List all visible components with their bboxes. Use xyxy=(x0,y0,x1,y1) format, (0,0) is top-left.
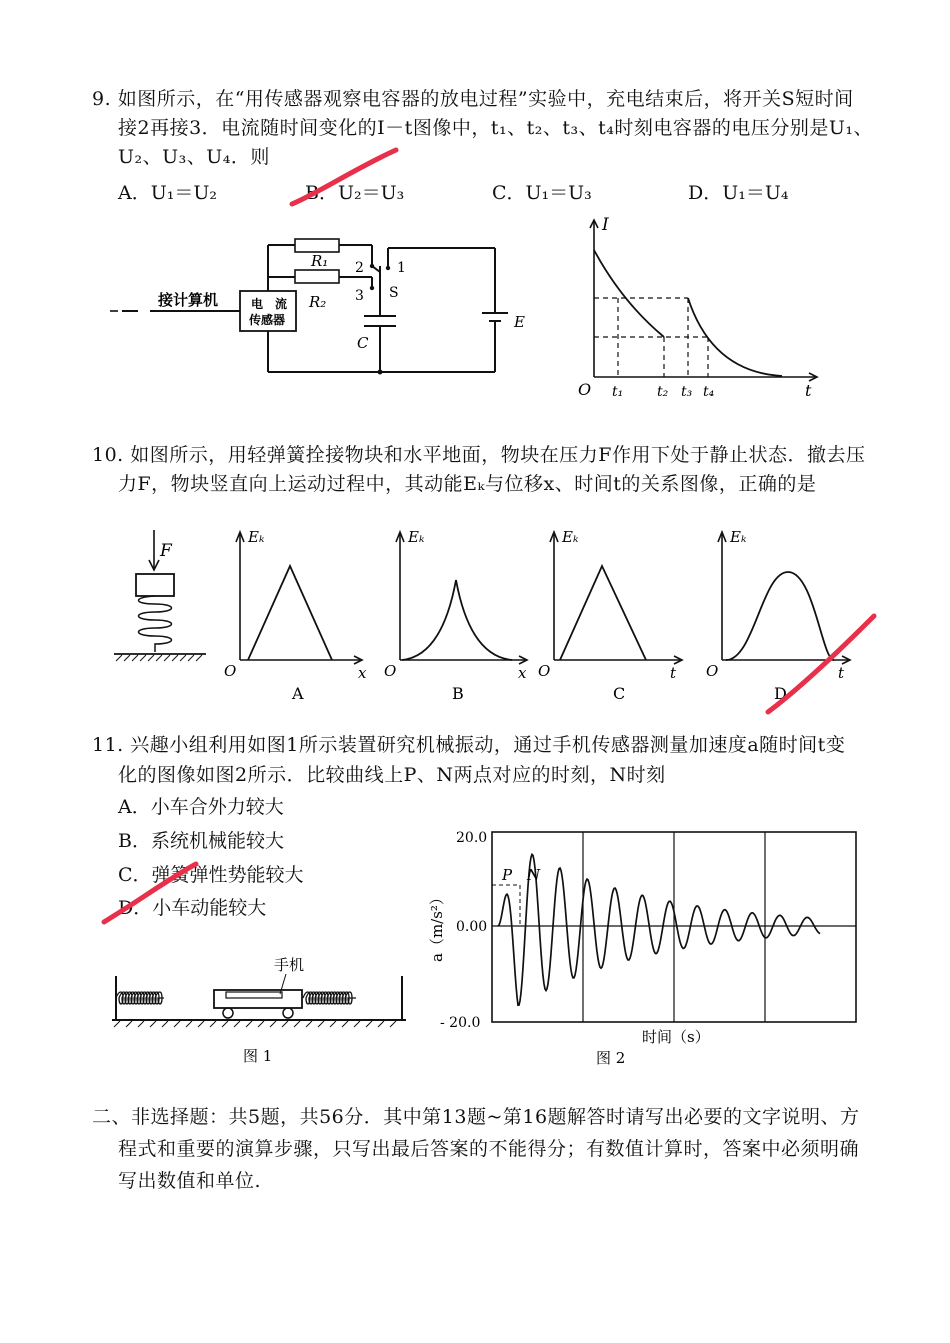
graph-d-xaxis: t xyxy=(838,664,845,682)
q9-line-2: 接2再接3．电流随时间变化的I－t图像中，t₁、t₂、t₃、t₄时刻电容器的电压分别是U₁、 xyxy=(118,117,873,139)
graph-ylabel: I xyxy=(602,215,609,235)
graph-t4: t₄ xyxy=(703,384,715,400)
circuit-switch-label: S xyxy=(389,285,399,301)
q11-option-b[interactable]: B．系统机械能较大 xyxy=(118,830,284,852)
q9-circuit-diagram xyxy=(110,228,530,388)
force-label: F xyxy=(160,541,172,561)
fig2-xlabel: 时间（s） xyxy=(642,1028,710,1046)
fig1-phone-label: 手机 xyxy=(274,956,305,974)
q11-text-1: 兴趣小组利用如图1所示装置研究机械振动，通过手机传感器测量加速度a随时间t变 xyxy=(130,734,846,756)
graph-c-ylabel: Eₖ xyxy=(562,528,579,546)
q11-fig2-acceleration-graph xyxy=(420,822,870,1072)
graph-origin: O xyxy=(578,380,592,399)
graph-xlabel: t xyxy=(805,381,812,400)
q9-option-c[interactable]: C．U₁＝U₃ xyxy=(492,182,592,204)
q11-number: 11. xyxy=(92,734,124,756)
graph-c-label[interactable]: C xyxy=(613,684,626,703)
fig2-ytick-mid: 0.00 xyxy=(456,919,488,935)
acceleration-curve xyxy=(498,854,820,1005)
graph-a-xaxis: x xyxy=(358,664,367,682)
graph-d-ylabel: Eₖ xyxy=(730,528,747,546)
fig2-ylabel: a（m/s²） xyxy=(428,890,446,962)
graph-a-origin: O xyxy=(224,662,237,680)
q11-option-c[interactable]: C．弹簧弹性势能较大 xyxy=(118,864,304,886)
graph-c-origin: O xyxy=(538,662,551,680)
circuit-pos3: 3 xyxy=(355,288,364,304)
circuit-computer-label: 接计算机 xyxy=(158,291,219,309)
q10-ek-graphs xyxy=(222,524,882,709)
q11-line-2: 化的图像如图2所示．比较曲线上P、N两点对应的时刻，N时刻 xyxy=(118,764,666,786)
graph-b-xaxis: x xyxy=(518,664,527,682)
fig2-caption: 图 2 xyxy=(596,1049,626,1067)
fig2-ytick-top: 20.0 xyxy=(456,830,488,846)
graph-b-origin: O xyxy=(384,662,397,680)
q10-spring-block-figure xyxy=(110,528,215,663)
graph-d-origin: O xyxy=(706,662,719,680)
q9-number: 9. xyxy=(92,88,112,110)
graph-a-ylabel: Eₖ xyxy=(248,528,265,546)
graph-b-ylabel: Eₖ xyxy=(408,528,425,546)
graph-d-label[interactable]: D xyxy=(774,684,787,703)
q10-text-1: 如图所示，用轻弹簧拴接物块和水平地面，物块在压力F作用下处于静止状态．撤去压 xyxy=(130,444,866,466)
circuit-sensor-label-2: 传感器 xyxy=(249,313,286,327)
circuit-c-label: C xyxy=(357,334,369,352)
q11-line-1 xyxy=(92,730,845,757)
fig2-point-p: P xyxy=(502,866,513,884)
q11-option-a[interactable]: A．小车合外力较大 xyxy=(118,796,284,818)
q9-line-1 xyxy=(92,84,854,111)
section2-line-1: 二、非选择题：共5题，共56分．其中第13题~第16题解答时请写出必要的文字说明、方 xyxy=(92,1106,860,1128)
q10-line-2: 力F，物块竖直向上运动过程中，其动能Eₖ与位移x、时间t的关系图像，正确的是 xyxy=(118,473,817,495)
graph-c-xaxis: t xyxy=(670,664,677,682)
fig2-ytick-bottom: - 20.0 xyxy=(440,1015,481,1031)
circuit-r1-label: R₁ xyxy=(311,252,329,270)
q9-option-b[interactable]: B．U₂＝U₃ xyxy=(305,182,405,204)
fig2-point-n: N xyxy=(527,866,541,884)
q9-option-a[interactable]: A．U₁＝U₂ xyxy=(118,182,217,204)
graph-a-label[interactable]: A xyxy=(292,684,304,703)
q10-line-1 xyxy=(92,440,865,467)
graph-t1: t₁ xyxy=(612,384,624,400)
q9-line-3: U₂、U₃、U₄．则 xyxy=(118,146,270,168)
circuit-e-label: E xyxy=(514,313,525,331)
q9-text-1: 如图所示，在“用传感器观察电容器的放电过程”实验中，充电结束后，将开关S短时间 xyxy=(117,88,854,110)
fig1-caption: 图 1 xyxy=(243,1047,273,1065)
q9-current-time-graph xyxy=(572,212,832,402)
circuit-pos1: 1 xyxy=(397,260,406,276)
q10-number: 10. xyxy=(92,444,124,466)
circuit-pos2: 2 xyxy=(355,260,364,276)
circuit-sensor-label-1: 电 流 xyxy=(251,297,288,311)
section2-line-3: 写出数值和单位. xyxy=(118,1170,262,1192)
circuit-r2-label: R₂ xyxy=(309,293,327,311)
q9-option-d[interactable]: D．U₁＝U₄ xyxy=(688,182,789,204)
q11-option-d[interactable]: D．小车动能较大 xyxy=(118,897,267,919)
section2-line-2: 程式和重要的演算步骤，只写出最后答案的不能得分；有数值计算时，答案中必须明确 xyxy=(118,1138,860,1160)
graph-t2: t₂ xyxy=(657,384,669,400)
graph-t3: t₃ xyxy=(681,384,693,400)
q11-fig1-cart-springs xyxy=(108,956,408,1066)
graph-b-label[interactable]: B xyxy=(452,684,464,703)
